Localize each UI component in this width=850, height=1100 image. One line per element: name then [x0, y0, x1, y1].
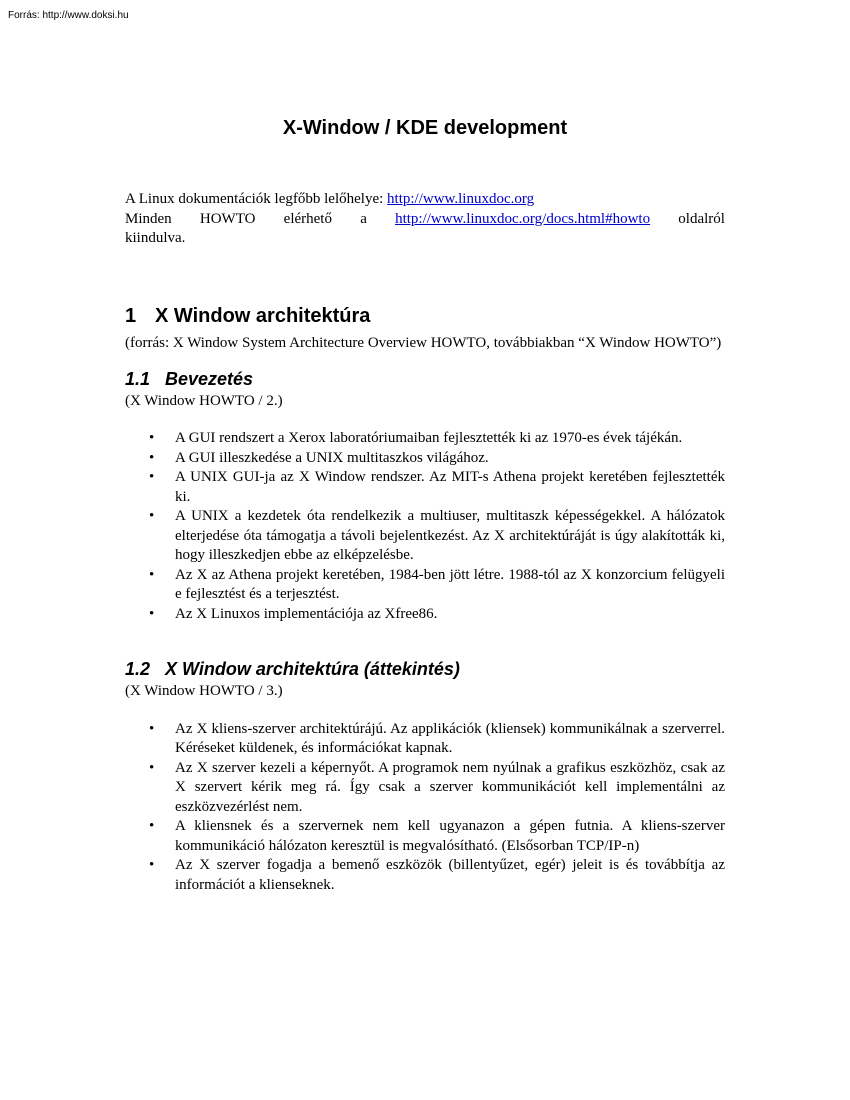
list-item: • Az X kliens-szerver architektúrájú. Az applikációk (kliensek) kommunikálnak a szerverrel. Kéréseket küldenek, és információkat kapnak.	[149, 720, 725, 756]
bullet-icon: •	[149, 818, 155, 834]
intro-line-2	[125, 210, 725, 230]
list-item: • A GUI illeszkedése a UNIX multitaszkos világához.	[125, 449, 725, 469]
section-title: X Window architektúra	[155, 305, 371, 327]
list-item: • Az X szerver fogadja a bemenő eszközök (billentyűzet, egér) jeleit is és továbbítja az információt a klienseknek.	[149, 857, 725, 893]
list-item: • A UNIX GUI-ja az X Window rendszer. Az MIT-s Athena projekt keretében fejlesztették ki.	[149, 469, 725, 505]
list-item: • A GUI rendszert a Xerox laboratóriumaiban fejlesztették ki az 1970-es évek tájékán.	[125, 429, 725, 449]
subsection-number: 1.2	[125, 659, 151, 679]
bullet-icon: •	[149, 469, 155, 485]
list-item: • A kliensnek és a szervernek nem kell ugyanazon a gépen futnia. A kliens-szerver kommunikáció hálózaton keresztül is megvalósítható. (Elsősorban TCP/IP-n)	[149, 818, 725, 854]
subsection-heading	[125, 659, 725, 680]
section-heading	[125, 305, 725, 328]
bullet-icon: •	[149, 449, 155, 466]
subsection-ref: (X Window HOWTO / 3.)	[125, 683, 283, 699]
bullet-icon: •	[149, 720, 155, 737]
section-number: 1	[125, 305, 137, 327]
bullet-icon: •	[149, 566, 155, 583]
bullet-list	[125, 720, 725, 896]
bullet-icon: •	[149, 430, 155, 446]
intro-word: a	[360, 210, 367, 227]
section-1	[125, 305, 725, 895]
intro-block	[125, 190, 725, 249]
subsection-title: Bevezetés	[165, 368, 254, 389]
intro-line-1	[125, 190, 725, 210]
bullet-icon: •	[149, 605, 155, 622]
list-item: • Az X szerver kezeli a képernyőt. A programok nem nyúlnak a grafikus eszközhöz, csak az X szervert kérik meg rá. Így csak a szerver kommunikációt kell implementálni az eszközvezérlést nem.	[149, 759, 725, 815]
page-title: X-Window / KDE development	[282, 117, 568, 139]
list-item: • Az X Linuxos implementációja az Xfree86.	[125, 605, 725, 625]
subsection-number: 1.1	[125, 368, 151, 389]
intro-word: oldalról	[678, 210, 725, 227]
intro-text: A Linux dokumentációk legfőbb lelőhelye:	[125, 191, 388, 207]
intro-word: Minden	[125, 210, 172, 227]
bullet-icon: •	[149, 857, 155, 873]
subsection-ref: (X Window HOWTO / 2.)	[125, 392, 283, 409]
subsection-title: X Window architektúra (áttekintés)	[165, 659, 460, 679]
bullet-icon: •	[149, 508, 155, 524]
intro-word: elérhető	[283, 210, 332, 227]
list-item: • Az X az Athena projekt keretében, 1984-ben jött létre. 1988-tól az X konzorcium felügyeli e fejlesztést és a terjesztést.	[149, 566, 725, 602]
intro-line-3: kiindulva.	[125, 230, 186, 246]
linuxdoc-link[interactable]: http://www.linuxdoc.org	[387, 191, 535, 207]
subsection-heading	[125, 369, 725, 390]
section-source-note: (forrás: X Window System Architecture Overview HOWTO, továbbiakban “X Window HOWTO”)	[125, 335, 722, 351]
source-note: Forrás: http://www.doksi.hu	[8, 10, 129, 21]
bullet-icon: •	[149, 759, 155, 776]
bullet-list	[125, 429, 725, 624]
intro-word: HOWTO	[199, 210, 256, 227]
list-item: • A UNIX a kezdetek óta rendelkezik a multiuser, multitaszk képességekkel. A hálózatok elterjedése óta támogatja a távoli bejelentkezést. Az X architektúráját is úgy alakították ki, hogy illeszkedjen ebbe az elképzelésbe.	[149, 508, 725, 563]
howto-link[interactable]: http://www.linuxdoc.org/docs.html#howto	[395, 210, 651, 227]
